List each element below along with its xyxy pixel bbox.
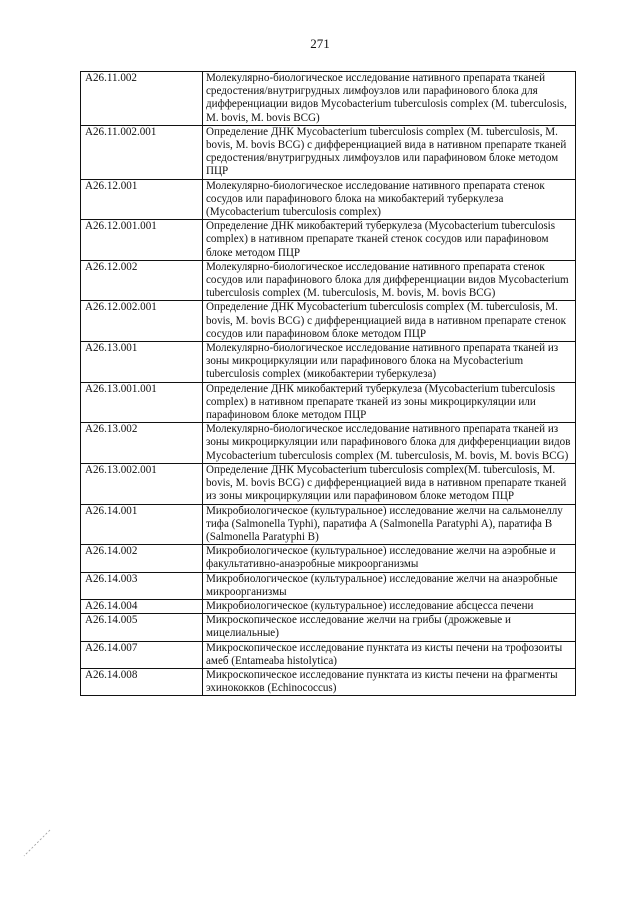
- table-row: [81, 260, 576, 301]
- table-row: [81, 382, 576, 423]
- service-code-cell: A26.14.004: [81, 599, 203, 613]
- service-description-cell: Микроскопическое исследование желчи на грибы (дрожжевые и мицелиальные): [203, 614, 576, 641]
- table-row: [81, 668, 576, 695]
- service-description-cell: Определение ДНК Mycobacterium tuberculosis complex(M. tuberculosis, M. bovis, M. bovis BCG) с дифференциацией вида в нативном препарате тканей из зоны микроциркуляции или парафиновом блоке методом ПЦР: [203, 463, 576, 504]
- table-row: [81, 423, 576, 464]
- table-row: [81, 220, 576, 261]
- table-body: [81, 72, 576, 696]
- service-code-cell: A26.12.002: [81, 260, 203, 301]
- service-code-cell: A26.14.001: [81, 504, 203, 545]
- service-code-cell: A26.14.007: [81, 641, 203, 668]
- service-code-cell: A26.12.001.001: [81, 220, 203, 261]
- service-code-cell: A26.12.001: [81, 179, 203, 220]
- service-description-cell: Определение ДНК микобактерий туберкулеза (Mycobacterium tuberculosis complex) в нативном препарате тканей стенок сосудов или парафиновом блоке методом ПЦР: [203, 220, 576, 261]
- service-description-cell: Молекулярно-биологическое исследование нативного препарата тканей из зоны микроциркуляции или парафинового блока на Mycobacterium tuberculosis complex (микобактерии туберкулеза): [203, 342, 576, 383]
- service-code-cell: A26.11.002: [81, 72, 203, 126]
- service-code-cell: A26.13.001: [81, 342, 203, 383]
- service-description-cell: Определение ДНК Mycobacterium tuberculosis complex (M. tuberculosis, M. bovis, M. bovis BCG) с дифференциацией вида в нативном препарате тканей средостения/внутригрудных лимфоузлов или парафиновом блоке методом ПЦР: [203, 125, 576, 179]
- service-code-cell: A26.11.002.001: [81, 125, 203, 179]
- service-description-cell: Микробиологическое (культуральное) исследование желчи на сальмонеллу тифа (Salmonella Typhi), паратифа A (Salmonella Paratyphi A), паратифа B (Salmonella Paratyphi B): [203, 504, 576, 545]
- service-code-cell: A26.13.001.001: [81, 382, 203, 423]
- service-description-cell: Молекулярно-биологическое исследование нативного препарата стенок сосудов или парафинового блока на микобактерий туберкулеза (Mycobacterium tuberculosis complex): [203, 179, 576, 220]
- table-row: [81, 125, 576, 179]
- table-row: [81, 599, 576, 613]
- service-description-cell: Микробиологическое (культуральное) исследование абсцесса печени: [203, 599, 576, 613]
- table-row: [81, 72, 576, 126]
- stray-pen-mark: [22, 828, 52, 858]
- table-row: [81, 572, 576, 599]
- table-row: [81, 301, 576, 342]
- service-description-cell: Определение ДНК микобактерий туберкулеза (Mycobacterium tuberculosis complex) в нативном препарате тканей из зоны микроциркуляции или парафиновом блоке методом ПЦР: [203, 382, 576, 423]
- table-row: [81, 342, 576, 383]
- table-row: [81, 545, 576, 572]
- service-description-cell: Микроскопическое исследование пунктата из кисты печени на фрагменты эхинококков (Echinococcus): [203, 668, 576, 695]
- service-description-cell: Молекулярно-биологическое исследование нативного препарата стенок сосудов или парафинового блока для дифференциации видов Mycobacterium tuberculosis complex (M. tuberculosis, M. bovis, M. bovis BCG): [203, 260, 576, 301]
- service-code-cell: A26.13.002: [81, 423, 203, 464]
- service-description-cell: Определение ДНК Mycobacterium tuberculosis complex (M. tuberculosis, M. bovis, M. bovis BCG) с дифференциацией вида в нативном препарате стенок сосудов или парафиновом блоке методом ПЦР: [203, 301, 576, 342]
- service-codes-table: [80, 71, 576, 696]
- service-code-cell: A26.14.008: [81, 668, 203, 695]
- page-number: 271: [310, 36, 330, 51]
- service-code-cell: A26.14.005: [81, 614, 203, 641]
- service-description-cell: Молекулярно-биологическое исследование нативного препарата тканей из зоны микроциркуляции или парафинового блока для дифференциации видов Mycobacterium tuberculosis complex (M. tuberculosis, M. bovis, M. bovis BCG): [203, 423, 576, 464]
- table-row: [81, 504, 576, 545]
- service-description-cell: Микробиологическое (культуральное) исследование желчи на анаэробные микроорганизмы: [203, 572, 576, 599]
- table-row: [81, 641, 576, 668]
- service-code-cell: A26.14.003: [81, 572, 203, 599]
- service-description-cell: Микробиологическое (культуральное) исследование желчи на аэробные и факультативно-анаэробные микроорганизмы: [203, 545, 576, 572]
- service-code-cell: A26.14.002: [81, 545, 203, 572]
- table-row: [81, 614, 576, 641]
- service-code-cell: A26.12.002.001: [81, 301, 203, 342]
- table-row: [81, 179, 576, 220]
- table-row: [81, 463, 576, 504]
- service-code-cell: A26.13.002.001: [81, 463, 203, 504]
- service-description-cell: Микроскопическое исследование пунктата из кисты печени на трофозоиты амеб (Entameaba histolytica): [203, 641, 576, 668]
- service-description-cell: Молекулярно-биологическое исследование нативного препарата тканей средостения/внутригрудных лимфоузлов или парафинового блока для дифференциации видов Mycobacterium tuberculosis complex (M. tuberculosis, M. bovis, M. bovis BCG): [203, 72, 576, 126]
